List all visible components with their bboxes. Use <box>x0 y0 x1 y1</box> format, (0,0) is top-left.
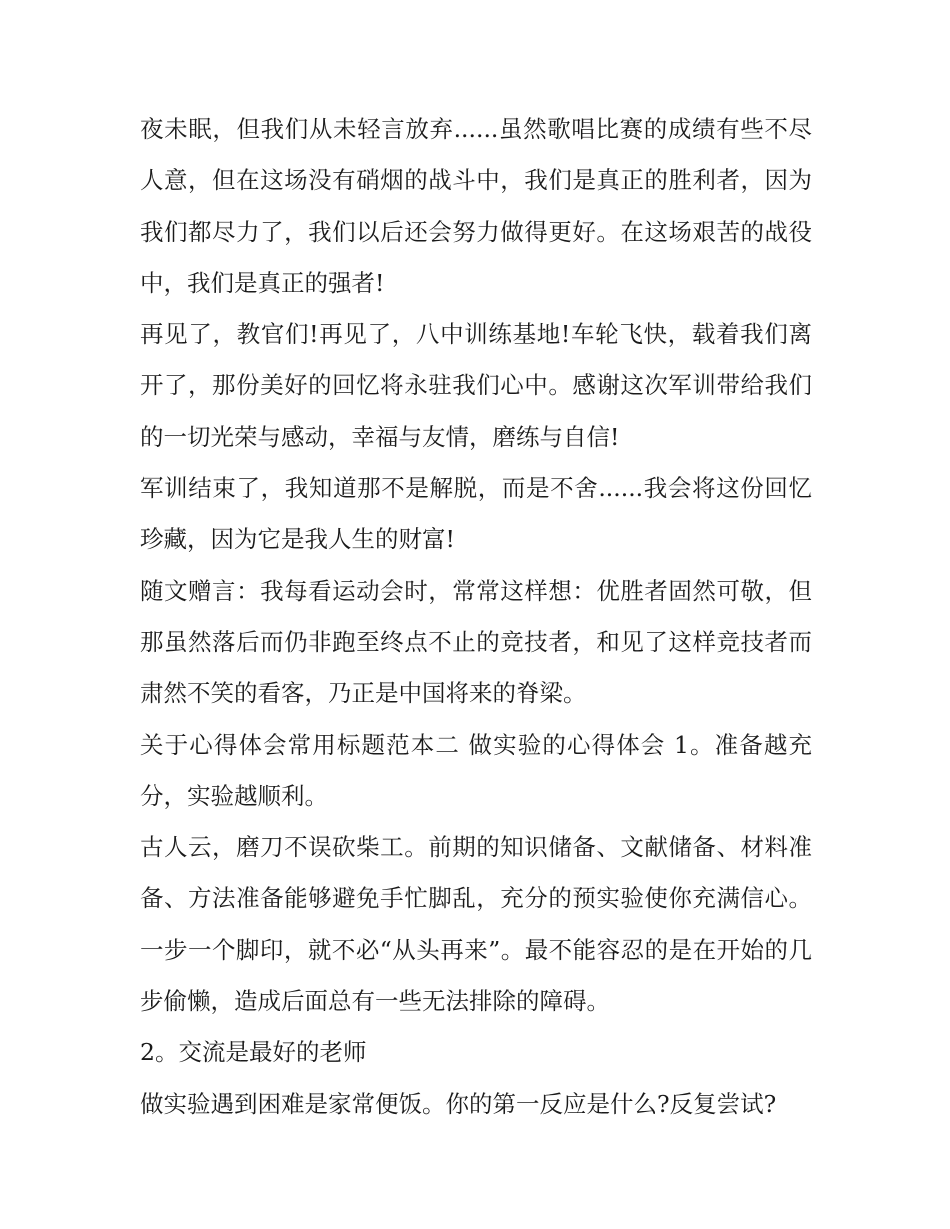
document-body <box>140 104 812 1130</box>
paragraph-8: 做实验遇到困难是家常便饭。你的第一反应是什么?反复尝试? <box>140 1089 777 1118</box>
paragraph-6: 古人云，磨刀不误砍柴工。前期的知识储备、文献储备、材料准备、方法准备能够避免手忙脚乱，充分的预实验使你充满信心。一步一个脚印，就不必“从头再来”。最不能容忍的是在开始的几步偷懒，造成后面总有一些无法排除的障碍。 <box>140 833 812 1016</box>
paragraph-4: 随文赠言：我每看运动会时，常常这样想：优胜者固然可敬，但那虽然落后而仍非跑至终点不止的竞技者，和见了这样竞技者而肃然不笑的看客，乃正是中国将来的脊梁。 <box>140 576 812 708</box>
paragraph-1: 夜未眠，但我们从未轻言放弃......虽然歌唱比赛的成绩有些不尽人意，但在这场没有硝烟的战斗中，我们是真正的胜利者，因为我们都尽力了，我们以后还会努力做得更好。在这场艰苦的战役中，我们是真正的强者! <box>140 115 812 297</box>
section-heading-2: 2。交流是最好的老师 <box>140 1038 367 1067</box>
paragraph-2: 再见了，教官们!再见了，八中训练基地!车轮飞快，载着我们离开了，那份美好的回忆将永驻我们心中。感谢这次军训带给我们的一切光荣与感动，幸福与友情，磨练与自信! <box>140 320 812 451</box>
paragraph-3: 军训结束了，我知道那不是解脱，而是不舍......我会将这份回忆珍藏，因为它是我人生的财富! <box>140 474 812 554</box>
paragraph-5: 关于心得体会常用标题范本二 做实验的心得体会 1。准备越充分，实验越顺利。 <box>140 730 812 810</box>
